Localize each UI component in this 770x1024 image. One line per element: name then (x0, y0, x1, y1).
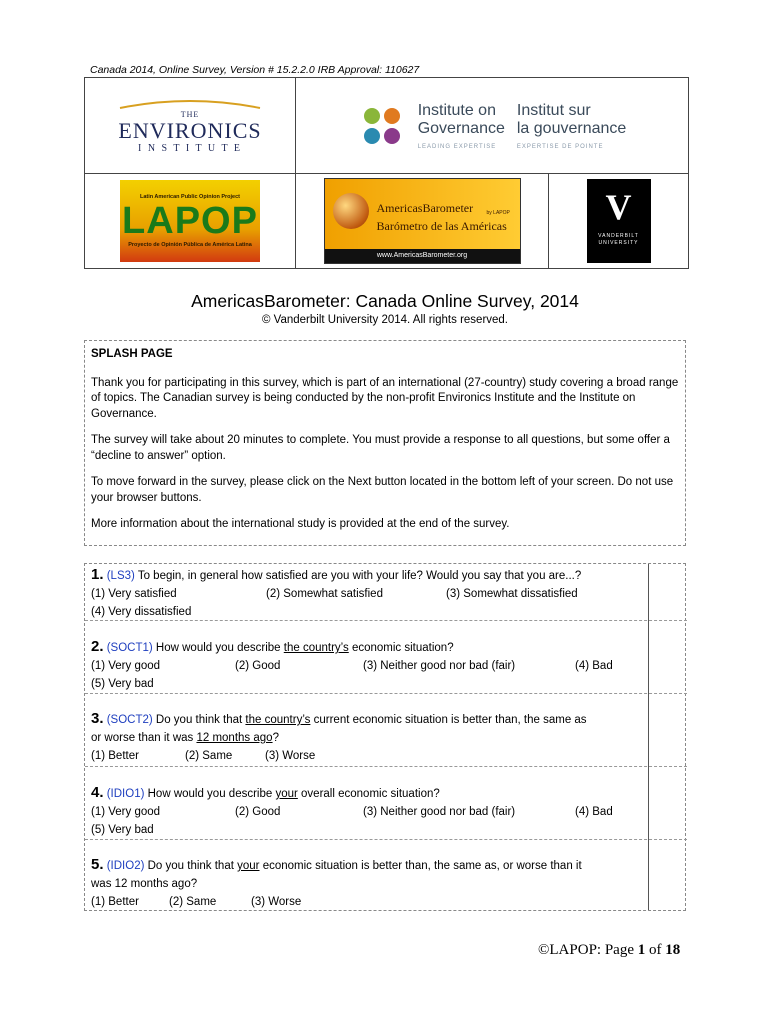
copyright: © Vanderbilt University 2014. All rights reserved. (261, 314, 509, 326)
iog-fr-line1: Institut sur (516, 101, 591, 119)
question-code: (LS3) (106, 570, 135, 582)
ab-line2: Barómetro de las Américas (376, 219, 507, 233)
ab-url: www.AmericasBarometer.org (325, 249, 520, 263)
question-text: or worse than it was (91, 732, 197, 744)
splash-paragraph-3: To move forward in the survey, please click on the Next button located in the bottom left of your screen. Do not use your browser buttons. (91, 476, 674, 504)
option-1[interactable]: (1) Better (91, 896, 139, 908)
globe-icon (333, 193, 369, 229)
question-text: Do you think that (144, 860, 238, 872)
footer-prefix: ©LAPOP: Page (538, 942, 638, 958)
splash-paragraph-1: Thank you for participating in this survey, which is part of an international (27-country) study covering a broad range of topics. The Canadian survey is being conducted by the non-profit Environics Institute and the Institute on Governance. (91, 376, 679, 420)
lapop-logo (120, 180, 260, 262)
question-ls3 (85, 566, 651, 621)
environics-logo (85, 98, 295, 154)
question-text-underlined: your (275, 788, 298, 800)
question-number: 3. (91, 710, 104, 727)
question-text: overall economic situation? (297, 788, 440, 800)
option-1[interactable]: (1) Better (91, 750, 139, 762)
option-5[interactable]: (5) Very bad (91, 824, 154, 836)
page-footer (538, 942, 680, 959)
option-3[interactable]: (3) Worse (265, 750, 316, 762)
option-3[interactable]: (3) Somewhat dissatisfied (446, 588, 578, 600)
question-number: 2. (91, 638, 104, 655)
option-2[interactable]: (2) Same (185, 750, 233, 762)
footer-page-number: 1 (637, 942, 646, 958)
lapop-logo-cell (85, 174, 296, 269)
option-4[interactable]: (4) Very dissatisfied (91, 606, 192, 618)
americasbarometer-logo (324, 178, 521, 264)
logo-table (84, 77, 689, 269)
question-text: economic situation? (348, 642, 454, 654)
option-2[interactable]: (2) Same (169, 896, 217, 908)
iog-logo (296, 102, 688, 150)
option-3[interactable]: (3) Worse (251, 896, 302, 908)
option-4[interactable]: (4) Bad (575, 806, 613, 818)
question-text: ? (272, 732, 279, 744)
question-code: (SOCT1) (106, 642, 153, 654)
question-number: 4. (91, 784, 104, 801)
vanderbilt-logo-cell (549, 174, 689, 269)
option-5[interactable]: (5) Very bad (91, 678, 154, 690)
iog-knot-icon (358, 104, 406, 148)
vanderbilt-logo (587, 179, 651, 263)
environics-sub: I N S T I T U T E (137, 142, 242, 154)
splash-paragraph-2: The survey will take about 20 minutes to complete. You must provide a response to all questions, but some offer a “decline to answer” option. (91, 434, 670, 462)
iog-logo-cell (296, 78, 689, 174)
version-line: Canada 2014, Online Survey, Version # 15.2.2.0 IRB Approval: 110627 (90, 64, 420, 76)
option-3[interactable]: (3) Neither good nor bad (fair) (363, 806, 516, 818)
vanderbilt-mark: V (605, 187, 632, 227)
americasbarometer-logo-cell (296, 174, 549, 269)
lapop-top-text: Latin American Public Opinion Project (139, 194, 241, 200)
page-title: AmericasBarometer: Canada Online Survey, 2014 (191, 291, 579, 311)
environics-logo-cell (85, 78, 296, 174)
iog-en-line1: Institute on (417, 101, 496, 119)
answer-column[interactable] (648, 564, 685, 910)
question-soct2 (85, 710, 651, 765)
vanderbilt-name1: VANDERBILT (598, 233, 639, 239)
footer-total-pages: 18 (665, 942, 681, 958)
iog-fr-line2: la gouvernance (516, 119, 627, 137)
option-4[interactable]: (4) Bad (575, 660, 613, 672)
question-code: (IDIO1) (106, 788, 145, 800)
lapop-bottom-text: Proyecto de Opinión Pública de América Latina (128, 242, 252, 248)
question-code: (IDIO2) (106, 860, 145, 872)
iog-en-line2: Governance (417, 119, 505, 137)
question-idio1 (85, 784, 651, 839)
environics-the: THE (180, 109, 200, 119)
ab-by: by LAPOP (486, 210, 510, 216)
option-2[interactable]: (2) Somewhat satisfied (266, 588, 383, 600)
question-text: economic situation is better than, the same as, or worse than it (259, 860, 582, 872)
option-2[interactable]: (2) Good (235, 660, 281, 672)
question-code: (SOCT2) (106, 714, 153, 726)
question-text: How would you describe (144, 788, 276, 800)
swoosh-icon (115, 98, 265, 110)
splash-paragraph-4: More information about the international study is provided at the end of the survey. (91, 518, 510, 530)
question-text-underlined: the country’s (283, 642, 349, 654)
divider (85, 839, 687, 840)
environics-name: ENVIRONICS (118, 117, 262, 143)
question-idio2 (85, 856, 651, 911)
question-text-underlined: your (237, 860, 260, 872)
divider (85, 693, 687, 694)
question-text: was 12 months ago? (91, 878, 198, 890)
question-text: To begin, in general how satisfied are you with your life? Would you say that you are...? (134, 570, 582, 582)
iog-fr-sub: EXPERTISE DE POINTE (516, 143, 604, 150)
divider (85, 766, 687, 767)
vanderbilt-name2: UNIVERSITY (598, 240, 639, 246)
divider (85, 620, 687, 621)
iog-en-sub: LEADING EXPERTISE (417, 143, 497, 150)
question-number: 5. (91, 856, 104, 873)
question-number: 1. (91, 566, 104, 583)
question-soct1 (85, 638, 651, 693)
option-1[interactable]: (1) Very satisfied (91, 588, 177, 600)
option-2[interactable]: (2) Good (235, 806, 281, 818)
question-text: current economic situation is better than, the same as (310, 714, 587, 726)
question-text: Do you think that (152, 714, 246, 726)
footer-of: of (645, 942, 666, 958)
option-1[interactable]: (1) Very good (91, 806, 161, 818)
question-text-underlined: 12 months ago (196, 732, 273, 744)
splash-heading: SPLASH PAGE (91, 348, 173, 360)
question-text-underlined: the country’s (245, 714, 311, 726)
ab-line1: AmericasBarometer (376, 201, 474, 215)
splash-section (84, 340, 686, 546)
option-1[interactable]: (1) Very good (91, 660, 161, 672)
question-text: How would you describe (152, 642, 284, 654)
lapop-word: LAPOP (122, 200, 258, 242)
questions-table (84, 563, 686, 911)
option-3[interactable]: (3) Neither good nor bad (fair) (363, 660, 516, 672)
